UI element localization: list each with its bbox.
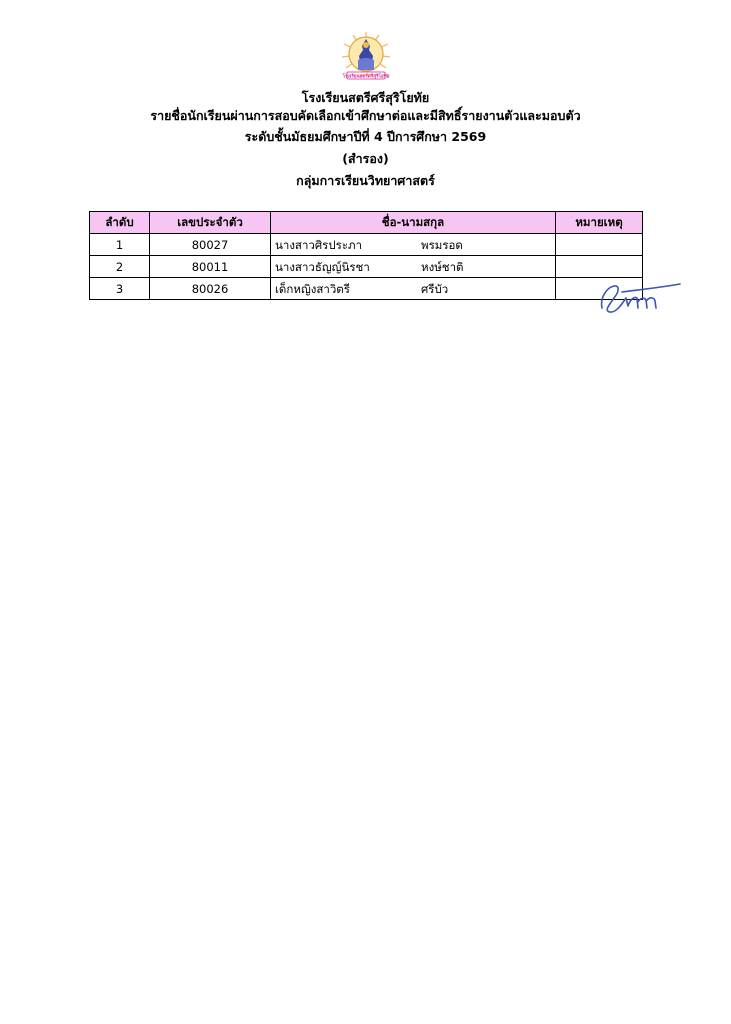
- student-first-name: นางสาวธัญญ์นิรชา: [275, 260, 370, 274]
- student-first-name: นางสาวศิรประภา: [275, 238, 363, 252]
- student-name-cell: [271, 278, 556, 300]
- student-last-name: พรมรอด: [421, 238, 463, 252]
- row-number: 2: [90, 256, 150, 278]
- document-subtitle: รายชื่อนักเรียนผ่านการสอบคัดเลือกเข้าศึกษาต่อและมีสิทธิ์รายงานตัวและมอบตัว: [150, 108, 581, 123]
- student-id: 80011: [150, 256, 271, 278]
- table-header-row: [90, 212, 643, 234]
- table-row: [90, 234, 643, 256]
- list-status: (สำรอง): [342, 151, 389, 166]
- school-emblem-icon: [339, 30, 393, 86]
- column-header-note: หมายเหตุ: [556, 212, 643, 234]
- student-id: 80026: [150, 278, 271, 300]
- row-number: 1: [90, 234, 150, 256]
- table-row: [90, 278, 643, 300]
- student-name-cell: [271, 234, 556, 256]
- column-header-id: เลขประจำตัว: [150, 212, 271, 234]
- column-header-name: ชื่อ-นามสกุล: [271, 212, 556, 234]
- emblem-text: โรงเรียนสตรีศรีสุริโยทัย: [342, 74, 390, 80]
- grade-level-year: ระดับชั้นมัธยมศึกษาปีที่ 4 ปีการศึกษา 2569: [244, 129, 487, 144]
- table-row: [90, 256, 643, 278]
- student-last-name: หงษ์ชาติ: [421, 260, 464, 274]
- student-last-name: ศรีบัว: [421, 282, 449, 296]
- student-note: [556, 256, 643, 278]
- student-table: [89, 211, 643, 300]
- study-program: กลุ่มการเรียนวิทยาศาสตร์: [296, 173, 435, 188]
- row-number: 3: [90, 278, 150, 300]
- student-note: [556, 234, 643, 256]
- student-first-name: เด็กหญิงสาวิตรี: [275, 282, 350, 296]
- student-name-cell: [271, 256, 556, 278]
- handwritten-signature-icon: [592, 278, 682, 320]
- school-name: โรงเรียนสตรีศรีสุริโยทัย: [301, 90, 430, 105]
- student-id: 80027: [150, 234, 271, 256]
- column-header-no: ลำดับ: [90, 212, 150, 234]
